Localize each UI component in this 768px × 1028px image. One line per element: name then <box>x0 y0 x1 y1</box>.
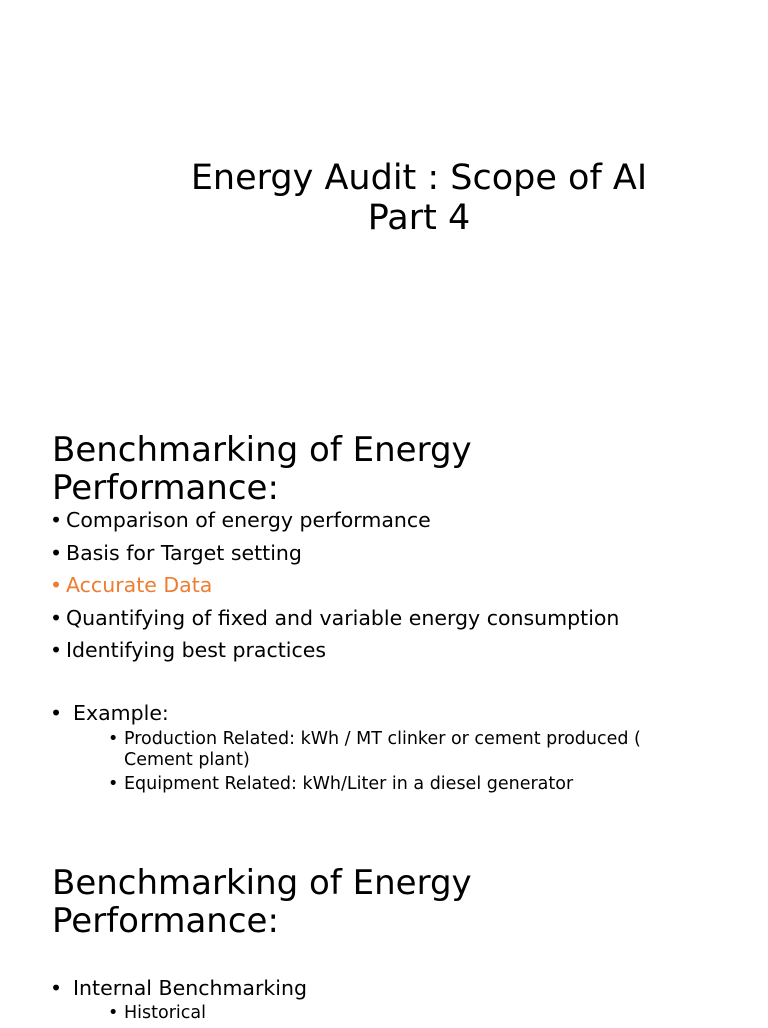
title-slide <box>0 0 768 400</box>
heading-line-2: Performance: <box>52 901 279 941</box>
heading-line-1: Benchmarking of Energy <box>52 863 472 903</box>
list-item: • Identifying best practices <box>50 638 619 662</box>
list-item: • Comparison of energy performance <box>50 508 619 532</box>
title-line-2: Part 4 <box>367 198 471 238</box>
presentation-title <box>130 158 708 238</box>
heading-line-2: Performance: <box>52 468 279 508</box>
example-sub-list <box>108 729 684 799</box>
bullet-list <box>50 508 619 671</box>
heading-line-1: Benchmarking of Energy <box>52 430 472 470</box>
list-item: • Quantifying of fixed and variable energy consumption <box>50 606 619 630</box>
title-line-1: Energy Audit : Scope of AI <box>190 158 648 198</box>
example-label: • Example: <box>50 701 169 725</box>
list-item-highlighted: • Accurate Data <box>50 573 619 597</box>
list-item: • Basis for Target setting <box>50 541 619 565</box>
slide-heading <box>52 864 472 940</box>
sub-list-item: • Equipment Related: kWh/Liter in a diesel generator <box>108 774 684 795</box>
list-item: • Internal Benchmarking <box>50 976 307 1000</box>
sub-list-item: • Historical <box>108 1003 684 1024</box>
bullet-list <box>50 976 307 1000</box>
slide-heading <box>52 431 472 507</box>
sub-list-item: • Production Related: kWh / MT clinker or cement produced ( Cement plant) <box>108 729 684 770</box>
example-list <box>50 701 169 725</box>
